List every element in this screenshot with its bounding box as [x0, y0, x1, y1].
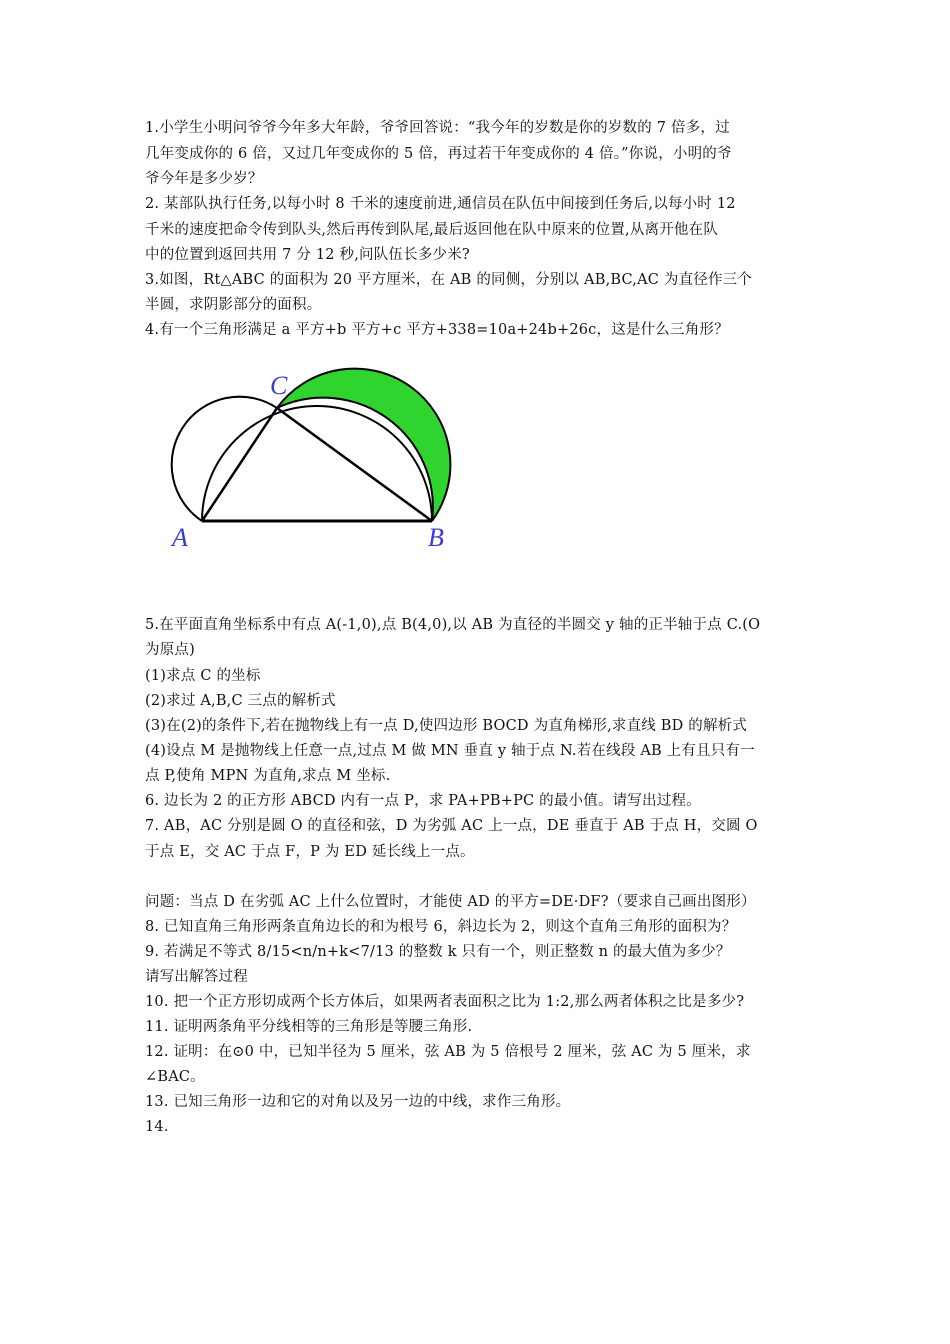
text-line: (1)求点 C 的坐标 — [145, 668, 261, 684]
text-line: 点 P,使角 MPN 为直角,求点 M 坐标. — [145, 768, 391, 784]
text-line: 中的位置到返回共用 7 分 12 秒,问队伍长多少米? — [145, 247, 470, 263]
text-line: 5.在平面直角坐标系中有点 A(-1,0),点 B(4,0),以 AB 为直径的半圆交 y 轴的正半轴于点 C.(O — [145, 617, 761, 633]
text-line: 为原点) — [145, 642, 195, 658]
shaded-lune-ac — [172, 397, 277, 521]
shaded-lune-bc — [277, 369, 450, 521]
label-a: A — [172, 523, 188, 552]
label-c: C — [270, 371, 288, 400]
label-b: B — [428, 523, 444, 552]
side-ac — [202, 408, 277, 521]
text-line: 9. 若满足不等式 8/15<n/n+k<7/13 的整数 k 只有一个，则正整数 n 的最大值为多少？ — [145, 944, 731, 960]
text-line: 4.有一个三角形满足 a 平方+b 平方+c 平方+338=10a+24b+26c，这是什么三角形？ — [145, 322, 729, 338]
text-line: 千米的速度把命令传到队头,然后再传到队尾,最后返回他在队中原来的位置,从离开他在队 — [145, 222, 719, 238]
text-line: 于点 E，交 AC 于点 F，P 为 ED 延长线上一点。 — [145, 844, 475, 860]
text-line: 爷今年是多少岁？ — [145, 171, 263, 187]
text-line: 3.如图，Rt△ABC 的面积为 20 平方厘米，在 AB 的同侧，分别以 AB,BC,AC 为直径作三个 — [145, 272, 753, 288]
text-line: 6. 边长为 2 的正方形 ABCD 内有一点 P，求 PA+PB+PC 的最小值。请写出过程。 — [145, 793, 701, 809]
text-line: ∠BAC。 — [145, 1069, 205, 1085]
text-line: 1.小学生小明问爷爷今年多大年龄，爷爷回答说：“我今年的岁数是你的岁数的 7 倍多，过 — [145, 120, 730, 136]
text-line: 2. 某部队执行任务,以每小时 8 千米的速度前进,通信员在队伍中间接到任务后,以每小时 12 — [145, 196, 736, 212]
text-line: 11. 证明两条角平分线相等的三角形是等腰三角形. — [145, 1019, 473, 1035]
text-line: 10. 把一个正方形切成两个长方体后，如果两者表面积之比为 1:2,那么两者体积之比是多少? — [145, 994, 745, 1010]
text-line: (2)求过 A,B,C 三点的解析式 — [145, 693, 336, 709]
text-line: 14. — [145, 1119, 169, 1135]
text-line: 7. AB，AC 分别是圆 O 的直径和弦，D 为劣弧 AC 上一点，DE 垂直于 AB 于点 H，交圆 O — [145, 818, 758, 834]
text-line: 请写出解答过程 — [145, 969, 248, 985]
text-line: 几年变成你的 6 倍，又过几年变成你的 5 倍，再过若干年变成你的 4 倍。”你说，小明的爷 — [145, 146, 732, 162]
text-line: 13. 已知三角形一边和它的对角以及另一边的中线，求作三角形。 — [145, 1094, 571, 1110]
semicircles-figure — [160, 360, 460, 560]
text-line: (3)在(2)的条件下,若在抛物线上有一点 D,使四边形 BOCD 为直角梯形,求直线 BD 的解析式 — [145, 718, 748, 734]
text-line: 12. 证明：在⊙0 中，已知半径为 5 厘米，弦 AB 为 5 倍根号 2 厘米，弦 AC 为 5 厘米，求 — [145, 1044, 751, 1060]
text-line: (4)设点 M 是抛物线上任意一点,过点 M 做 MN 垂直 y 轴于点 N.若在线段 AB 上有且只有一 — [145, 743, 755, 759]
text-line: 半圆，求阴影部分的面积。 — [145, 297, 322, 313]
text-line: 8. 已知直角三角形两条直角边长的和为根号 6，斜边长为 2，则这个直角三角形的面积为？ — [145, 919, 737, 935]
text-line: 问题：当点 D 在劣弧 AC 上什么位置时，才能使 AD 的平方=DE·DF?（要求自己画出图形） — [145, 894, 756, 910]
